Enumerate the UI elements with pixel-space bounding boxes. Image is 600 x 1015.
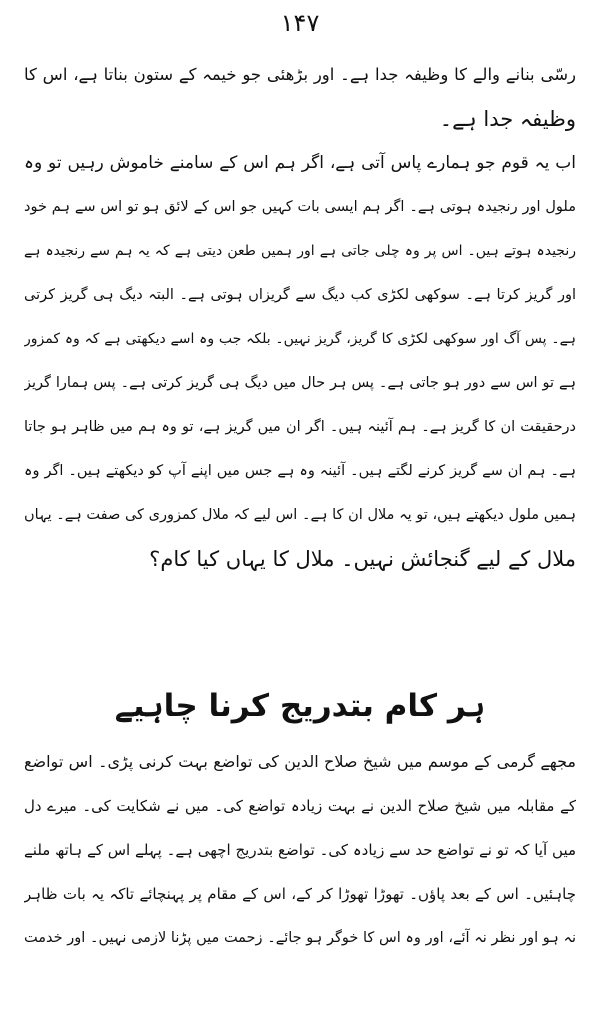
text-line: ہے۔ پس آگ اور سوکھی لکڑی کا گریز، گریز نہیں۔ بلکہ جب وہ اسے دیکھتی ہے کہ وہ کمزور	[24, 331, 576, 347]
text-line: رنجیدہ ہوتے ہیں۔ اس پر وہ چلی جاتی ہے اور ہمیں طعن دیتی ہے کہ یہ ہم سے رنجیدہ ہے	[24, 243, 576, 259]
text-line: مجھے گرمی کے موسم میں شیخ صلاح الدین کی تواضع بہت کرنی پڑی۔ اس تواضع	[24, 752, 576, 771]
text-line: رسّی بنانے والے کا وظیفہ جدا ہے۔ اور بڑھئی جو خیمہ کے ستون بناتا ہے، اس کا	[24, 65, 576, 84]
text-line: کے مقابلہ میں شیخ صلاح الدین نے بہت زیادہ تواضع کی۔ میں نے شکایت کی۔ میرے دل	[24, 797, 576, 815]
text-line: چاہئیں۔ اس کے بعد پاؤں۔ تھوڑا تھوڑا کر کے، اس کے مقام پر پہنچائے تاکہ یہ بات ظاہر	[24, 885, 576, 903]
page-number: ۱۴۷	[280, 9, 320, 37]
text-line: درحقیقت ان کا گریز ہے۔ ہم آئینہ ہیں۔ اگر ان میں گریز ہے، تو وہ ہم میں ظاہر ہو جاتا	[24, 419, 576, 435]
text-line: ملال کے لیے گنجائش نہیں۔ ملال کا یہاں کیا کام؟	[149, 547, 576, 571]
text-line: ہمیں ملول دیکھتے ہیں، تو یہ ملال ان کا ہے۔ اس لیے کہ ملال کمزوری کی صفت ہے۔ یہاں	[24, 507, 576, 523]
text-line: اب یہ قوم جو ہمارے پاس آتی ہے، اگر ہم اس کے سامنے خاموش رہیں تو وہ	[24, 153, 576, 173]
text-line: نہ ہو اور نظر نہ آئے، اور وہ اس کا خوگر ہو جائے۔ زحمت میں پڑنا لازمی نہیں۔ اور خدمت	[24, 930, 576, 946]
text-line: میں آیا کہ تو نے تواضع حد سے زیادہ کی۔ تواضع بتدریج اچھی ہے۔ پہلے اس کے ہاتھ ملنے	[24, 841, 576, 859]
text-line: اور گریز کرتا ہے۔ سوکھی لکڑی کب دیگ سے گریزاں ہوتی ہے۔ البتہ دیگ ہی گریز کرتی	[24, 287, 576, 303]
text-line: ہے تو اس سے دور ہو جاتی ہے۔ پس ہر حال میں دیگ ہی گریز کرتی ہے۔ پس ہمارا گریز	[24, 375, 576, 391]
text-line: ملول اور رنجیدہ ہوتی ہے۔ اگر ہم ایسی بات کہیں جو اس کے لائق ہو تو اس سے ہم خود	[24, 199, 576, 215]
text-line: ہے۔ ہم ان سے گریز کرنے لگتے ہیں۔ آئینہ وہ ہے جس میں اپنے آپ کو دیکھتے ہیں۔ اگر وہ	[24, 463, 576, 479]
text-line: وظیفہ جدا ہے۔	[439, 107, 576, 131]
section-heading: ہر کام بتدریج کرنا چاہیے	[114, 688, 486, 724]
